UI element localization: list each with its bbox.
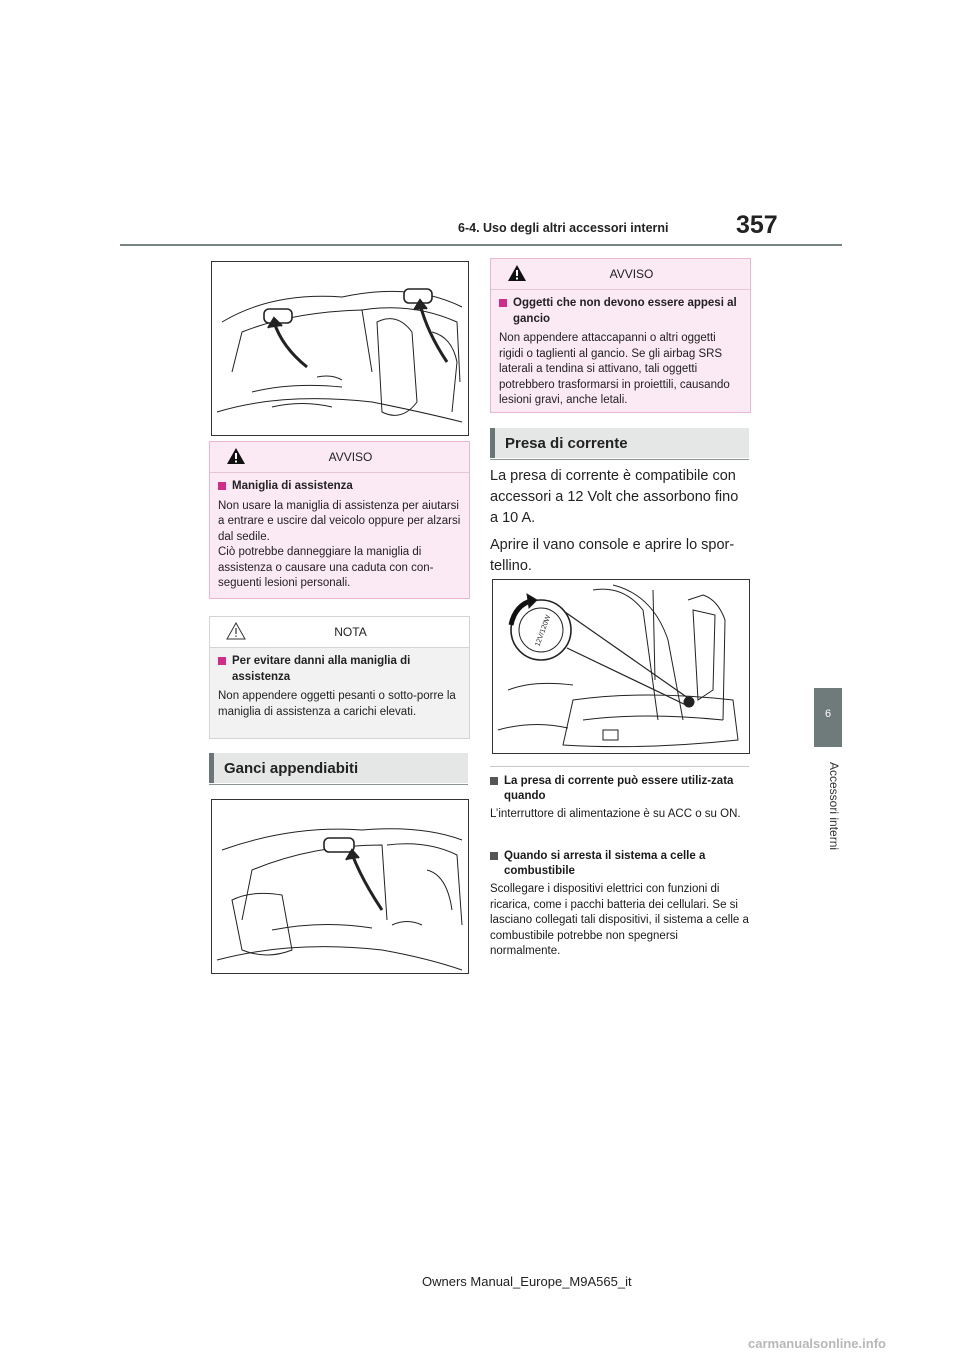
note-subtitle: Per evitare danni alla maniglia di assistenza xyxy=(218,654,461,685)
note-label: NOTA xyxy=(334,625,367,639)
bullet-square-icon xyxy=(490,777,498,785)
power-outlet-illustration xyxy=(492,579,750,754)
header-section-title: 6-4. Uso degli altri accessori interni xyxy=(458,221,669,235)
note-text: Non appendere oggetti pesanti o sotto-porre la maniglia di assistenza a carichi elevati. xyxy=(218,690,456,718)
bullet-square-icon xyxy=(218,482,226,490)
warning-box-header xyxy=(210,442,469,473)
bullet-square-icon xyxy=(490,852,498,860)
warning-label: AVVISO xyxy=(609,267,654,281)
warning-subtitle: Oggetti che non devono essere appesi al gancio xyxy=(499,296,742,327)
bullet-square-icon xyxy=(499,299,507,307)
caution-triangle-icon xyxy=(226,622,246,640)
warning-label: AVVISO xyxy=(328,450,373,464)
warning-text-2: Ciò potrebbe danneggiare la maniglia di assistenza o causare una caduta con con-seguenti lesioni personali. xyxy=(218,546,434,589)
watermark: carmanualsonline.info xyxy=(748,1336,886,1351)
info-block-when-usable xyxy=(490,774,750,823)
info-title: Quando si arresta il sistema a celle a combustibile xyxy=(490,849,750,879)
warning-box-assist-grip xyxy=(209,441,470,599)
info-text: L’interruttore di alimentazione è su ACC o su ON. xyxy=(490,808,741,820)
socket-label: 12V/120W xyxy=(534,614,553,648)
section-title-coat-hooks: Ganci appendiabiti xyxy=(209,753,468,783)
paragraph-compatibility: La presa di corrente è compatibile con accessori a 12 Volt che assorbono fino a 10 A. xyxy=(490,468,739,526)
chapter-label: Accessori interni xyxy=(827,762,841,851)
power-outlet-description xyxy=(490,466,750,583)
header-rule xyxy=(120,244,842,246)
coat-hook-illustration xyxy=(211,799,469,974)
warning-triangle-icon xyxy=(507,264,527,282)
divider-rule xyxy=(490,766,749,767)
info-text: Scollegare i dispositivi elettrici con funzioni di ricarica, come i pacchi batteria dei cellulari. Se si lasciano collegati tali dispositivi, il sistema a celle a combustibile potrebbe non spegnersi normalmente. xyxy=(490,883,749,957)
info-block-fuel-cell-stop xyxy=(490,849,750,960)
note-box-assist-grip xyxy=(209,616,470,739)
paragraph-instructions: Aprire il vano console e aprire lo spor-tellino. xyxy=(490,537,735,574)
section-title-power-outlet: Presa di corrente xyxy=(490,428,749,458)
warning-subtitle: Maniglia di assistenza xyxy=(218,479,461,495)
footer-manual-id: Owners Manual_Europe_M9A565_it xyxy=(422,1274,632,1289)
section-underline xyxy=(490,459,749,460)
assist-grip-illustration xyxy=(211,261,469,436)
info-title: La presa di corrente può essere utiliz-zata quando xyxy=(490,774,750,804)
chapter-tab xyxy=(814,688,842,747)
bullet-square-icon xyxy=(218,657,226,665)
page-number: 357 xyxy=(736,211,778,239)
warning-text: Non appendere attaccapanni o altri oggetti rigidi o taglienti al gancio. Se gli airbag SRS laterali a tendina si attivano, tali oggetti potrebbero trasformarsi in proiettili, causando lesioni gravi, anche letali. xyxy=(499,332,730,406)
warning-text: Non usare la maniglia di assistenza per aiutarsi a entrare e uscire dal veicolo oppure per alzarsi dal sedile. xyxy=(218,499,461,543)
chapter-number: 6 xyxy=(824,708,832,720)
warning-box-hooks xyxy=(490,258,751,413)
note-box-header xyxy=(210,617,469,648)
warning-box-header xyxy=(491,259,750,290)
warning-triangle-icon xyxy=(226,447,246,465)
section-underline xyxy=(209,784,468,785)
